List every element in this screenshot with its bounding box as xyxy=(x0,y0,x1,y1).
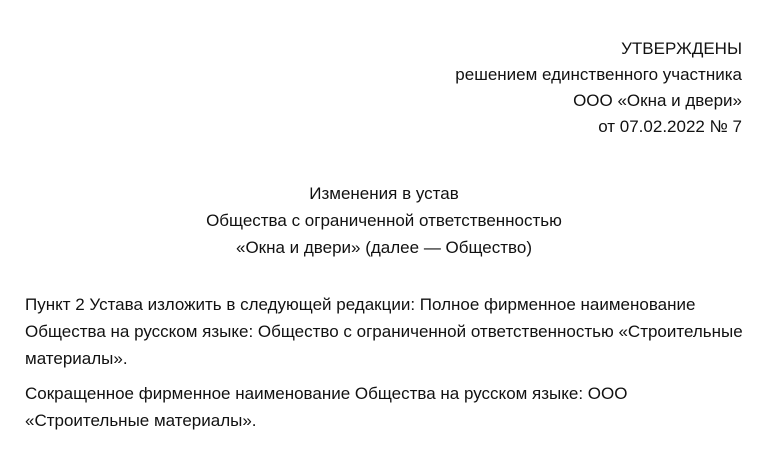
approval-decision-line: решением единственного участника xyxy=(455,65,742,84)
body-paragraph-1: Пункт 2 Устава изложить в следующей редакции: Полное фирменное наименование Общества на русском языке: Общество с ограниченной ответственностью «Строительные материалы». xyxy=(25,295,743,368)
approval-date-line: от 07.02.2022 № 7 xyxy=(598,117,742,136)
body-paragraph-2: Сокращенное фирменное наименование Общества на русском языке: ООО «Строительные материалы». xyxy=(25,384,628,430)
approval-heading: УТВЕРЖДЕНЫ xyxy=(621,39,742,58)
title-line-3: «Окна и двери» (далее — Общество) xyxy=(235,238,532,257)
document-title xyxy=(0,180,768,261)
approval-block xyxy=(455,36,742,140)
title-line-1: Изменения в устав xyxy=(309,184,459,203)
title-line-2: Общества с ограниченной ответственностью xyxy=(206,211,562,230)
approval-company-line: ООО «Окна и двери» xyxy=(573,91,742,110)
